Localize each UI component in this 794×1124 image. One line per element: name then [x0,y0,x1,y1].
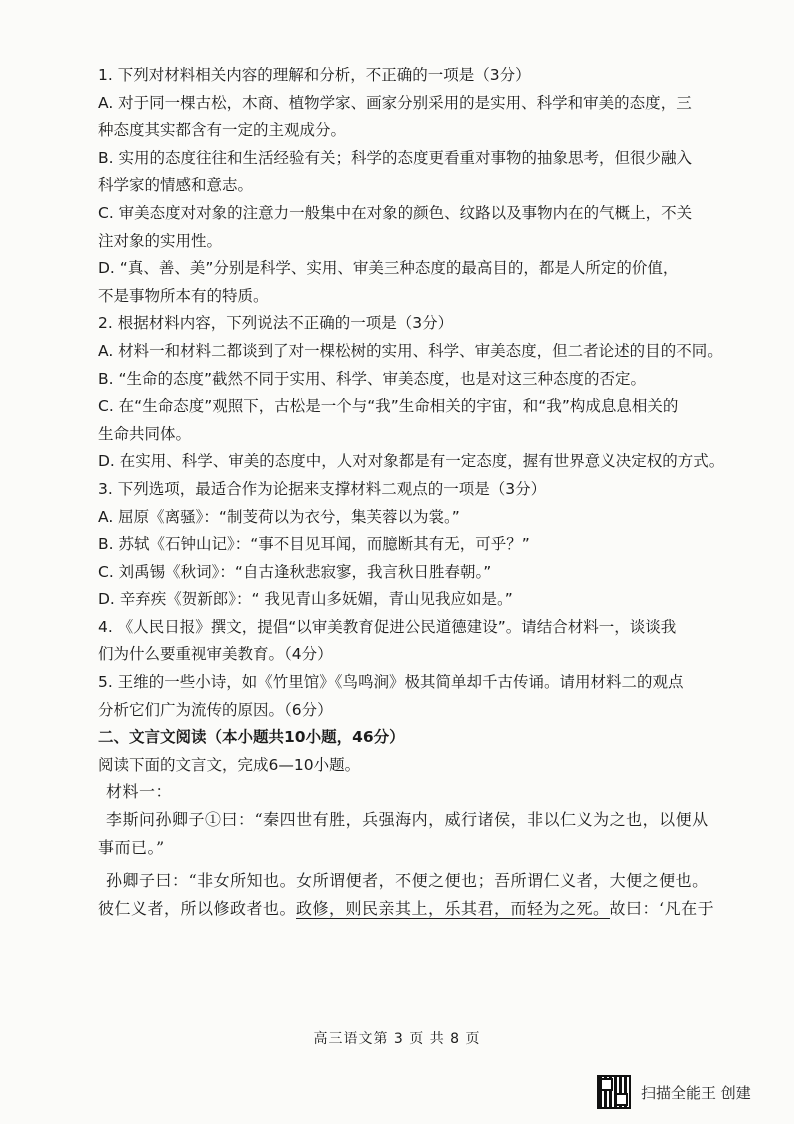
q1-stem: 1. 下列对材料相关内容的理解和分析，不正确的一项是（3分） [98,66,531,84]
q1-option-d-cont: 不是事物所本有的特质。 [98,286,269,305]
q1-option-a: A. 对于同一棵古松，木商、植物学家、画家分别采用的是实用、科学和审美的态度，三 [98,93,692,112]
q1-option-d: D. “真、善、美”分别是科学、实用、审美三种态度的最高目的，都是人所定的价值， [98,259,679,278]
q1-option-a-cont: 种态度其实都含有一定的主观成分。 [98,121,347,140]
q2-option-c: C. 在“生命态度”观照下，古松是一个与“我”生命相关的宇宙，和“我”构成息息相关的 [98,397,679,416]
section-heading: 二、文言文阅读（本小题共10小题，46分） [98,728,405,747]
q4-stem: 4. 《人民日报》撰文，提倡“以审美教育促进公民道德建设”。请结合材料一，谈谈我 [98,617,677,636]
q2-option-d: D. 在实用、科学、审美的态度中，人对对象都是有一定态度，握有世界意义决定权的方式。 [98,452,725,471]
underlined-sentence: 政修，则民亲其上，乐其君，而轻为之死。 [296,898,610,918]
qr-code-icon [597,1075,631,1109]
passage-text: 彼仁义者，所以修政者也。 [98,898,297,918]
passage-paragraph-1-cont: 事而已。” [98,837,165,857]
passage-paragraph-2: 孙卿子曰：“非女所知也。女所谓便者，不便之便也；吾所谓仁义者，大便之便也。 [106,871,709,891]
passage-text-tail: 故曰：‘凡在于 [609,898,715,918]
q4-stem-cont: 们为什么要重视审美教育。（4分） [98,645,333,664]
q2-option-c-cont: 生命共同体。 [98,424,192,443]
q1-option-c-cont: 注对象的实用性。 [98,231,223,250]
section-instruction: 阅读下面的文言文，完成6—10小题。 [98,755,361,774]
q3-option-a: A. 屈原《离骚》：“制芰荷以为衣兮，集芙蓉以为裳。” [98,507,460,526]
scanner-label: 扫描全能王 创建 [641,1083,751,1102]
q1-option-b: B. 实用的态度往往和生活经验有关；科学的态度更看重对事物的抽象思考，但很少融入 [98,148,692,167]
q1-option-b-cont: 科学家的情感和意志。 [98,176,254,195]
passage-paragraph-1: 李斯问孙卿子①曰：“秦四世有胜，兵强海内，威行诸侯，非以仁义为之也，以便从 [106,810,709,830]
material-label: 材料一： [106,782,173,802]
scanner-watermark [597,1073,772,1111]
q2-option-a: A. 材料一和材料二都谈到了对一棵松树的实用、科学、审美态度，但二者论述的目的不同。 [98,341,723,360]
q3-option-c: C. 刘禹锡《秋词》：“自古逢秋悲寂寥，我言秋日胜春朝。” [98,562,492,581]
q2-option-b: B. “生命的态度”截然不同于实用、科学、审美态度，也是对这三种态度的否定。 [98,369,647,388]
q3-option-b: B. 苏轼《石钟山记》：“事不目见耳闻，而臆断其有无，可乎？” [98,535,530,554]
page-content [98,62,725,923]
q3-stem: 3. 下列选项，最适合作为论据来支撑材料二观点的一项是（3分） [98,479,547,498]
q5-stem: 5. 王维的一些小诗，如《竹里馆》《鸟鸣涧》极其简单却千古传诵。请用材料二的观点 [98,673,684,692]
q3-option-d: D. 辛弃疾《贺新郎》：“ 我见青山多妩媚，青山见我应如是。” [98,590,513,609]
passage-paragraph-2-cont [98,896,718,924]
q1-option-c: C. 审美态度对对象的注意力一般集中在对象的颜色、纹路以及事物内在的气概上，不关 [98,203,693,222]
q5-stem-cont: 分析它们广为流传的原因。（6分） [98,700,333,719]
page-footer: 高三语文第 3 页 共 8 页 [313,1031,481,1047]
q2-stem: 2. 根据材料内容，下列说法不正确的一项是（3分） [98,314,454,333]
